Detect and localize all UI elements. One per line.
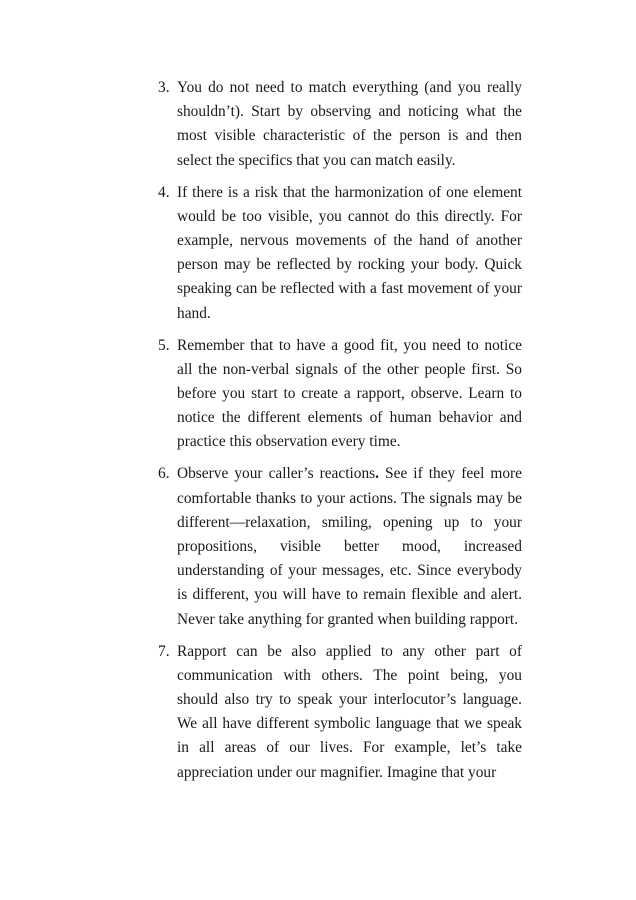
numbered-list <box>158 76 522 793</box>
list-item-3 <box>158 76 522 173</box>
list-number: 6. <box>158 465 170 483</box>
list-text-container <box>177 462 522 631</box>
list-text: See if they feel more comfortable thanks to your actions. The signals may be different—relaxation, smiling, opening up to your propositions, visible better mood, increased understanding of your messages, etc. Since everybody is different, you will have to remain flexible and alert. Never take anything for granted when building rapport. <box>177 465 522 628</box>
list-lead-text: Observe your caller’s reactions <box>177 465 376 483</box>
list-number: 4. <box>158 183 170 201</box>
list-text: If there is a risk that the harmonization of one element would be too visible, you cannot do this directly. For example, nervous movements of the hand of another person may be reflected by rocking your body. Quick speaking can be reflected with a fast movement of your hand. <box>177 183 522 322</box>
list-item-7 <box>158 640 522 785</box>
list-text: You do not need to match everything (and you really shouldn’t). Start by observing and noticing what the most visible characteristic of the person is and then select the specifics that you can match easily. <box>177 79 522 169</box>
list-number: 5. <box>158 336 170 354</box>
list-number: 3. <box>158 79 170 96</box>
list-lead-punctuation: . <box>375 465 380 483</box>
list-text: Rapport can be also applied to any other part of communication with others. The point being, you should also try to speak your interlocutor’s language. We all have different symbolic language that we speak in all areas of our lives. For example, let’s take appreciation under our magnifier. Imagine that your <box>177 642 522 781</box>
list-item-6 <box>158 462 522 631</box>
list-number: 7. <box>158 642 170 660</box>
list-text: Remember that to have a good fit, you need to notice all the non-verbal signals of the other people first. So before you start to create a rapport, observe. Learn to notice the different elements of human behavior and practice this observation every time. <box>177 336 522 451</box>
list-item-5 <box>158 334 522 455</box>
list-item-4 <box>158 181 522 326</box>
